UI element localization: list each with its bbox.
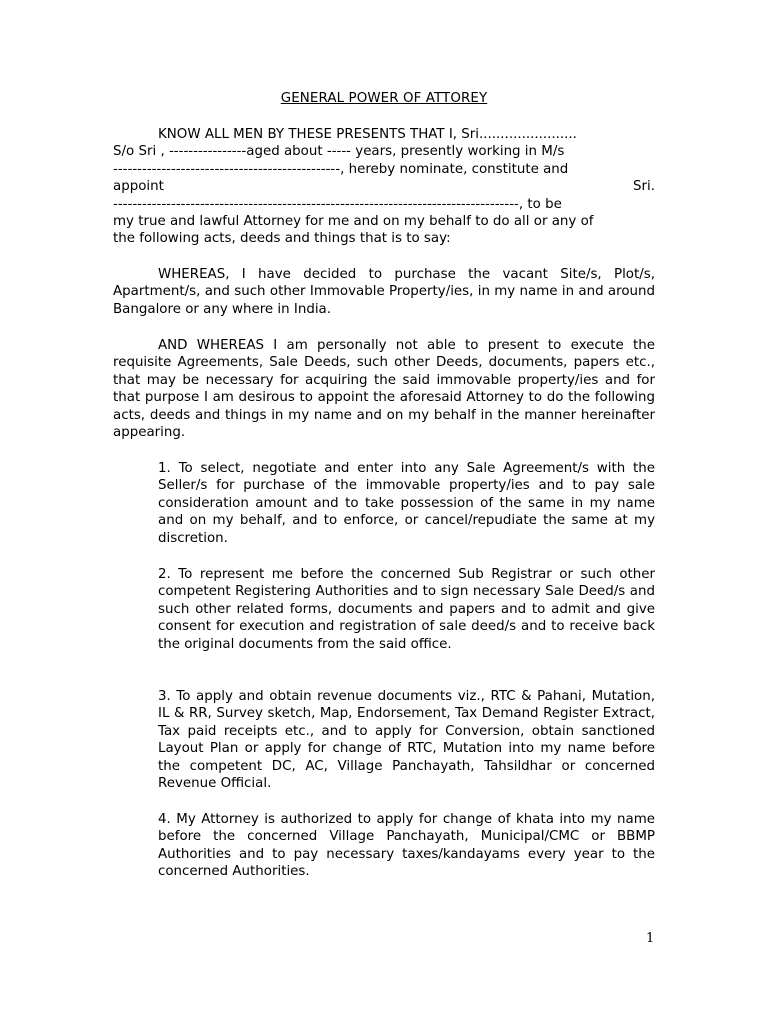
whereas-paragraph-2: AND WHEREAS I am personally not able to present to execute the requisite Agreements, Sale Deeds, such other Deeds, documents, papers etc., that may be necessary for acquiring the said immovable property/ies and for that purpose I am desirous to appoint the aforesaid Attorney to do the following acts, deeds and things in my name and on my behalf in the manner hereinafter appearing. (113, 338, 655, 441)
opening-line-1: KNOW ALL MEN BY THESE PRESENTS THAT I, Sri....................... (158, 127, 577, 142)
opening-line-6: my true and lawful Attorney for me and on my behalf to do all or any of (113, 214, 594, 230)
opening-line-3: -----------------------------------------------, hereby nominate, constitute and (113, 161, 569, 177)
appoint-word: appoint (113, 179, 164, 195)
sri-word: Sri. (633, 179, 655, 195)
whereas-paragraph-1: WHEREAS, I have decided to purchase the vacant Site/s, Plot/s, Apartment/s, and such other Immovable Property/ies, in my name in and around Bangalore or any where in India. (113, 267, 655, 317)
opening-line-2: S/o Sri , ----------------aged about ----- years, presently working in M/s (113, 144, 565, 160)
opening-line-7: the following acts, deeds and things that is to say: (113, 231, 451, 247)
clause-4: 4. My Attorney is authorized to apply for change of khata into my name before the concerned Village Panchayath, Municipal/CMC or BBMP Authorities and to pay necessary taxes/kandayams every year to the concerned Authorities. (158, 812, 655, 880)
opening-line-4 (113, 178, 655, 195)
clause-2: 2. To represent me before the concerned Sub Registrar or such other competent Registering Authorities and to sign necessary Sale Deed/s and such other related forms, documents and papers and to admit and give consent for execution and registration of sale deed/s and to receive back the original documents from the said office. (158, 567, 655, 652)
page-number: 1 (646, 931, 655, 946)
document-title: GENERAL POWER OF ATTOREY (280, 91, 488, 106)
opening-paragraph (113, 126, 655, 248)
clause-3: 3. To apply and obtain revenue documents viz., RTC & Pahani, Mutation, IL & RR, Survey sketch, Map, Endorsement, Tax Demand Register Extract, Tax paid receipts etc., and to apply for Conversion, obtain sanctioned Layout Plan or apply for change of RTC, Mutation into my name before the competent DC, AC, Village Panchayath, Tahsildhar or concerned Revenue Official. (158, 689, 655, 792)
clause-1: 1. To select, negotiate and enter into any Sale Agreement/s with the Seller/s for purchase of the immovable property/ies and to pay sale consideration amount and to take possession of the same in my name and on my behalf, and to enforce, or cancel/repudiate the same at my discretion. (158, 461, 655, 546)
opening-line-5: ------------------------------------------------------------------------------------, to be (113, 196, 562, 212)
